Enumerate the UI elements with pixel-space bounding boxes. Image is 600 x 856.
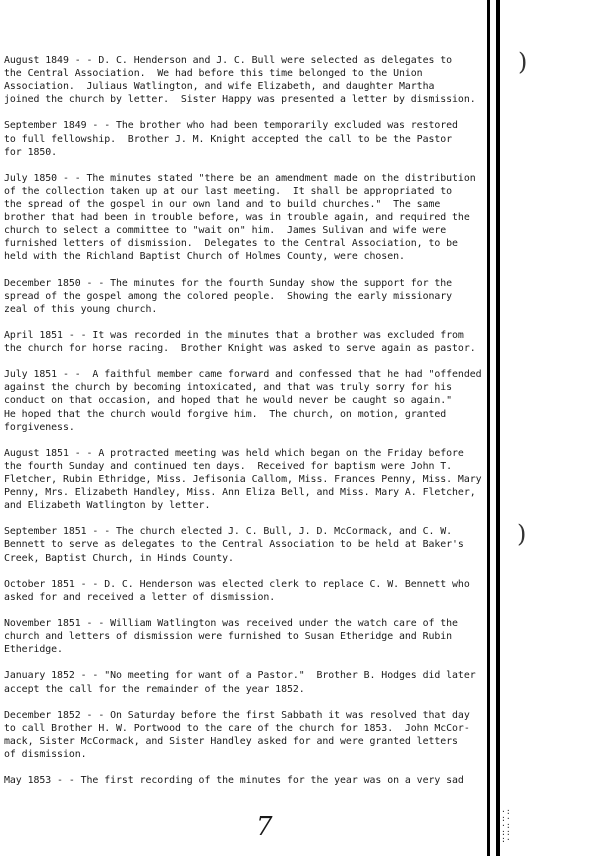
entry-august-1849: August 1849 - - D. C. Henderson and J. C. Bull were selected as delegates to the Central Association. We had before this time belonged to the Union Association. Juliaus Watlington, and wife Elizabeth, and daughter Martha joined the church by letter. Sister Happy was presented a letter by dismission. — [4, 55, 476, 106]
entry-july-1850: July 1850 - - The minutes stated "there be an amendment made on the distribution of the collection taken up at our last meeting. It shall be appropriated to the spread of the gospel in our own land and to build churches." The same brother that had been in trouble before, was in trouble again, and required the church to select a committee to "wait on" him. James Sulivan and wife were furnished letters of dismission. Delegates to the Central Association, to be held with the Richland Baptist Church of Holmes County, were chosen. — [4, 172, 476, 263]
entry-december-1852: December 1852 - - On Saturday before the first Sabbath it was resolved that day to call Brother H. W. Portwood to the care of the church for 1853. John McCor- mack, Sister McCormack, and Sister Handley asked for and were granted letters of dismission. — [4, 709, 470, 760]
margin-bracket-mark: ) — [518, 48, 528, 76]
scan-binding-bar-right — [496, 0, 500, 856]
entry-august-1851: August 1851 - - A protracted meeting was held which began on the Friday before the fourth Sunday and continued ten days. Received for baptism were John T. Fletcher, Rubin Ethridge, Miss. Jefisonia Callom, Miss. Frances Penny, Miss. Mary Penny, Mrs. Elizabeth Handley, Miss. Ann Eliza Bell, and Miss. Mary A. Fletcher, and Elizabeth Watlington by letter. — [4, 447, 482, 512]
entry-september-1851: September 1851 - - The church elected J. C. Bull, J. D. McCormack, and C. W. Bennett to serve as delegates to the Central Association to be held at Baker's Creek, Baptist Church, in Hinds County. — [4, 526, 464, 564]
entry-september-1849: September 1849 - - The brother who had been temporarily excluded was restored to full fellowship. Brother J. M. Knight accepted the call to be the Pastor for 1850. — [4, 120, 458, 158]
entry-november-1851: November 1851 - - William Watlington was received under the watch care of the church and letters of dismission were furnished to Susan Etheridge and Rubin Etheridge. — [4, 618, 458, 656]
entry-july-1851: July 1851 - - A faithful member came forward and confessed that he had "offended against the church by becoming intoxicated, and that was truly sorry for his conduct on that occasion, and hoped that he would never be caught so again." He hoped that the church would forgive him. The church, on motion, granted forgiveness. — [4, 369, 482, 433]
scan-specks: ·: :· ·: :: :· — [501, 807, 511, 844]
page-number: 7 — [256, 812, 273, 842]
entry-may-1853: May 1853 - - The first recording of the minutes for the year was on a very sad — [4, 775, 464, 787]
entry-december-1850: December 1850 - - The minutes for the fourth Sunday show the support for the spread of the gospel among the colored people. Showing the early missionary zeal of this young church. — [4, 277, 453, 315]
entry-january-1852: January 1852 - - "No meeting for want of a Pastor." Brother B. Hodges did later accept the call for the remainder of the year 1852. — [4, 670, 476, 695]
margin-bracket-mark: ) — [517, 520, 527, 548]
entry-october-1851: October 1851 - - D. C. Henderson was elected clerk to replace C. W. Bennett who asked for and received a letter of dismission. — [4, 578, 470, 603]
entry-april-1851: April 1851 - - It was recorded in the minutes that a brother was excluded from the church for horse racing. Brother Knight was asked to serve again as pastor. — [4, 329, 476, 355]
scan-binding-bar-left — [487, 0, 490, 856]
document-body — [4, 54, 594, 800]
